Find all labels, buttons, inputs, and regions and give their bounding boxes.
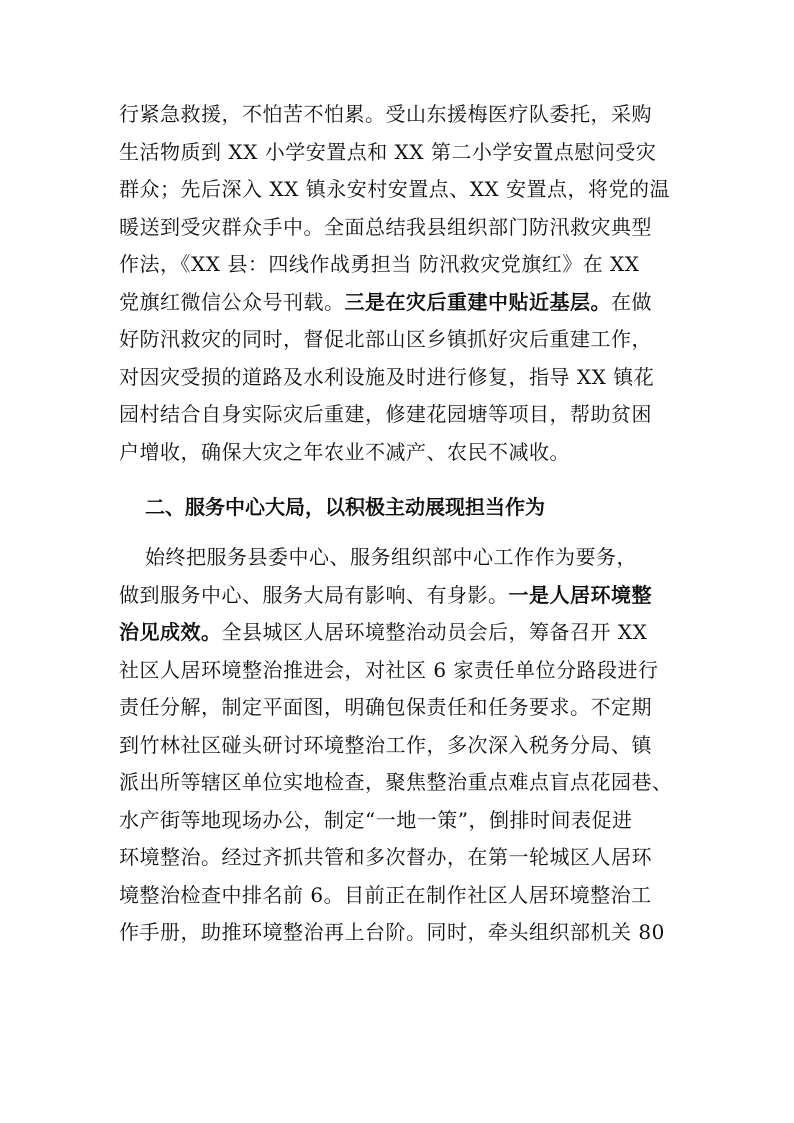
text-run: 环境整治。经过齐抓共管和多次督办，在第一轮城区人居环 [119,845,652,869]
text-run: 园村结合自身实际灾后重建，修建花园塘等项目，帮助贫困 [119,402,652,426]
text-run: 在做 [611,289,652,314]
text-line [119,764,681,802]
text-line [119,396,681,434]
paragraph-serve-center [119,539,681,952]
text-line [119,727,681,765]
text-line [119,434,681,472]
emphasis-run: 一是人居环境整 [508,582,652,607]
text-run: 水产街等地现场办公，制定“一地一策”，倒排时间表促进 [119,807,633,832]
text-run: 社区人居环境整治推进会，对社区 6 家责任单位分路段进行 [119,657,659,682]
emphasis-run: 治见成效。 [119,620,222,644]
emphasis-run: 三是在灾后重建中贴近基层。 [344,289,611,314]
text-line [119,321,681,359]
text-run: 责任分解，制定平面图，明确包保责任和任务要求。不定期 [119,695,652,719]
text-line [119,877,681,915]
text-line [119,914,681,952]
text-line [119,802,681,840]
text-run: 到竹林社区碰头研讨环境整治工作，多次深入税务分局、镇 [119,732,652,757]
text-line [119,96,681,134]
section-heading: 二、服务中心大局，以积极主动展现担当作为 [145,495,545,519]
text-run: 群众；先后深入 XX 镇永安村安置点、XX 安置点，将党的温 [119,177,671,201]
text-line [119,171,681,209]
text-run: 行紧急救援，不怕苦不怕累。受山东援梅医疗队委托，采购 [119,102,652,126]
text-line [119,577,681,615]
text-line [119,134,681,172]
text-line [119,839,681,877]
text-run: 全县城区人居环境整治动员会后，筹备召开 XX [221,620,648,644]
text-line [119,539,681,577]
text-run: 好防汛救灾的同时，督促北部山区乡镇抓好灾后重建工作， [119,327,652,351]
text-run: 派出所等辖区单位实地检查，聚焦整治重点难点盲点花园巷、 [119,770,673,794]
text-run: 暖送到受灾群众手中。全面总结我县组织部门防汛救灾典型 [119,214,652,239]
text-line [119,209,681,247]
text-line [119,689,681,727]
text-run: 户增收，确保大灾之年农业不减产、农民不减收。 [119,439,570,464]
text-run: 党旗红微信公众号刊载。 [119,289,345,314]
text-run: 作法，《XX 县：四线作战勇担当 防汛救灾党旗红》在 XX [119,252,640,276]
document-page [119,96,681,952]
text-run: 做到服务中心、服务大局有影响、有身影。 [119,582,509,607]
text-line [119,359,681,397]
text-run: 作手册，助推环境整治再上台阶。同时，牵头组织部机关 80 [119,920,665,944]
text-line [119,652,681,690]
paragraph-disaster-relief [119,96,681,471]
text-line [119,614,681,652]
text-line [119,284,681,322]
text-run: 始终把服务县委中心、服务组织部中心工作作为要务， [145,545,637,569]
text-run: 对因灾受损的道路及水利设施及时进行修复，指导 XX 镇花 [119,364,655,389]
text-run: 境整治检查中排名前 6。目前正在制作社区人居环境整治工 [119,882,652,907]
text-run: 生活物质到 XX 小学安置点和 XX 第二小学安置点慰问受灾 [119,139,657,164]
text-line [119,246,681,284]
